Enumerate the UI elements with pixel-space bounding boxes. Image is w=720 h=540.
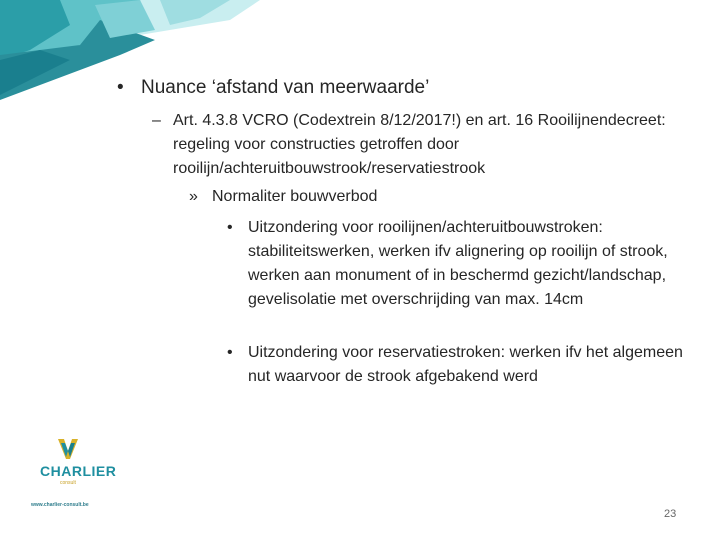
bullet4b-text: Uitzondering voor reservatiestroken: werken ifv het algemeen nut waarvoor de strook afgebakend werd	[248, 344, 683, 385]
bullet-marker: •	[227, 344, 233, 361]
bullet2-text: Art. 4.3.8 VCRO (Codextrein 8/12/2017!) en art. 16 Rooilijnendecreet: regeling voor constructies getroffen door rooilijn/achteruitbouwstrook/reservatiestrook	[173, 112, 666, 177]
page-number: 23	[664, 508, 677, 520]
bullet-level4	[227, 216, 692, 312]
bullet1-text: Nuance ‘afstand van meerwaarde’	[141, 77, 430, 98]
bullet3-text: Normaliter bouwverbod	[212, 188, 378, 205]
logo-tagline: consult	[60, 480, 76, 486]
bullet-level2	[152, 109, 692, 181]
logo-name: CHARLIER	[40, 463, 117, 479]
charlier-logo-icon	[56, 437, 80, 461]
logo-url: www.charlier-consult.be	[31, 502, 89, 508]
bullet-level3	[189, 185, 377, 209]
bullet-level4	[227, 341, 692, 389]
bullet-marker: •	[227, 219, 233, 236]
dash-marker: –	[152, 112, 161, 129]
bullet4a-text: Uitzondering voor rooilijnen/achteruitbouwstroken: stabiliteitswerken, werken ifv alignering op rooilijn of strook, werken aan monument of in beschermd gezicht/landschap, gevelisolatie met overschrijding van max. 14cm	[248, 219, 668, 308]
chevron-marker: »	[189, 188, 198, 205]
bullet-level1	[117, 76, 429, 100]
bullet-marker: •	[117, 77, 124, 98]
